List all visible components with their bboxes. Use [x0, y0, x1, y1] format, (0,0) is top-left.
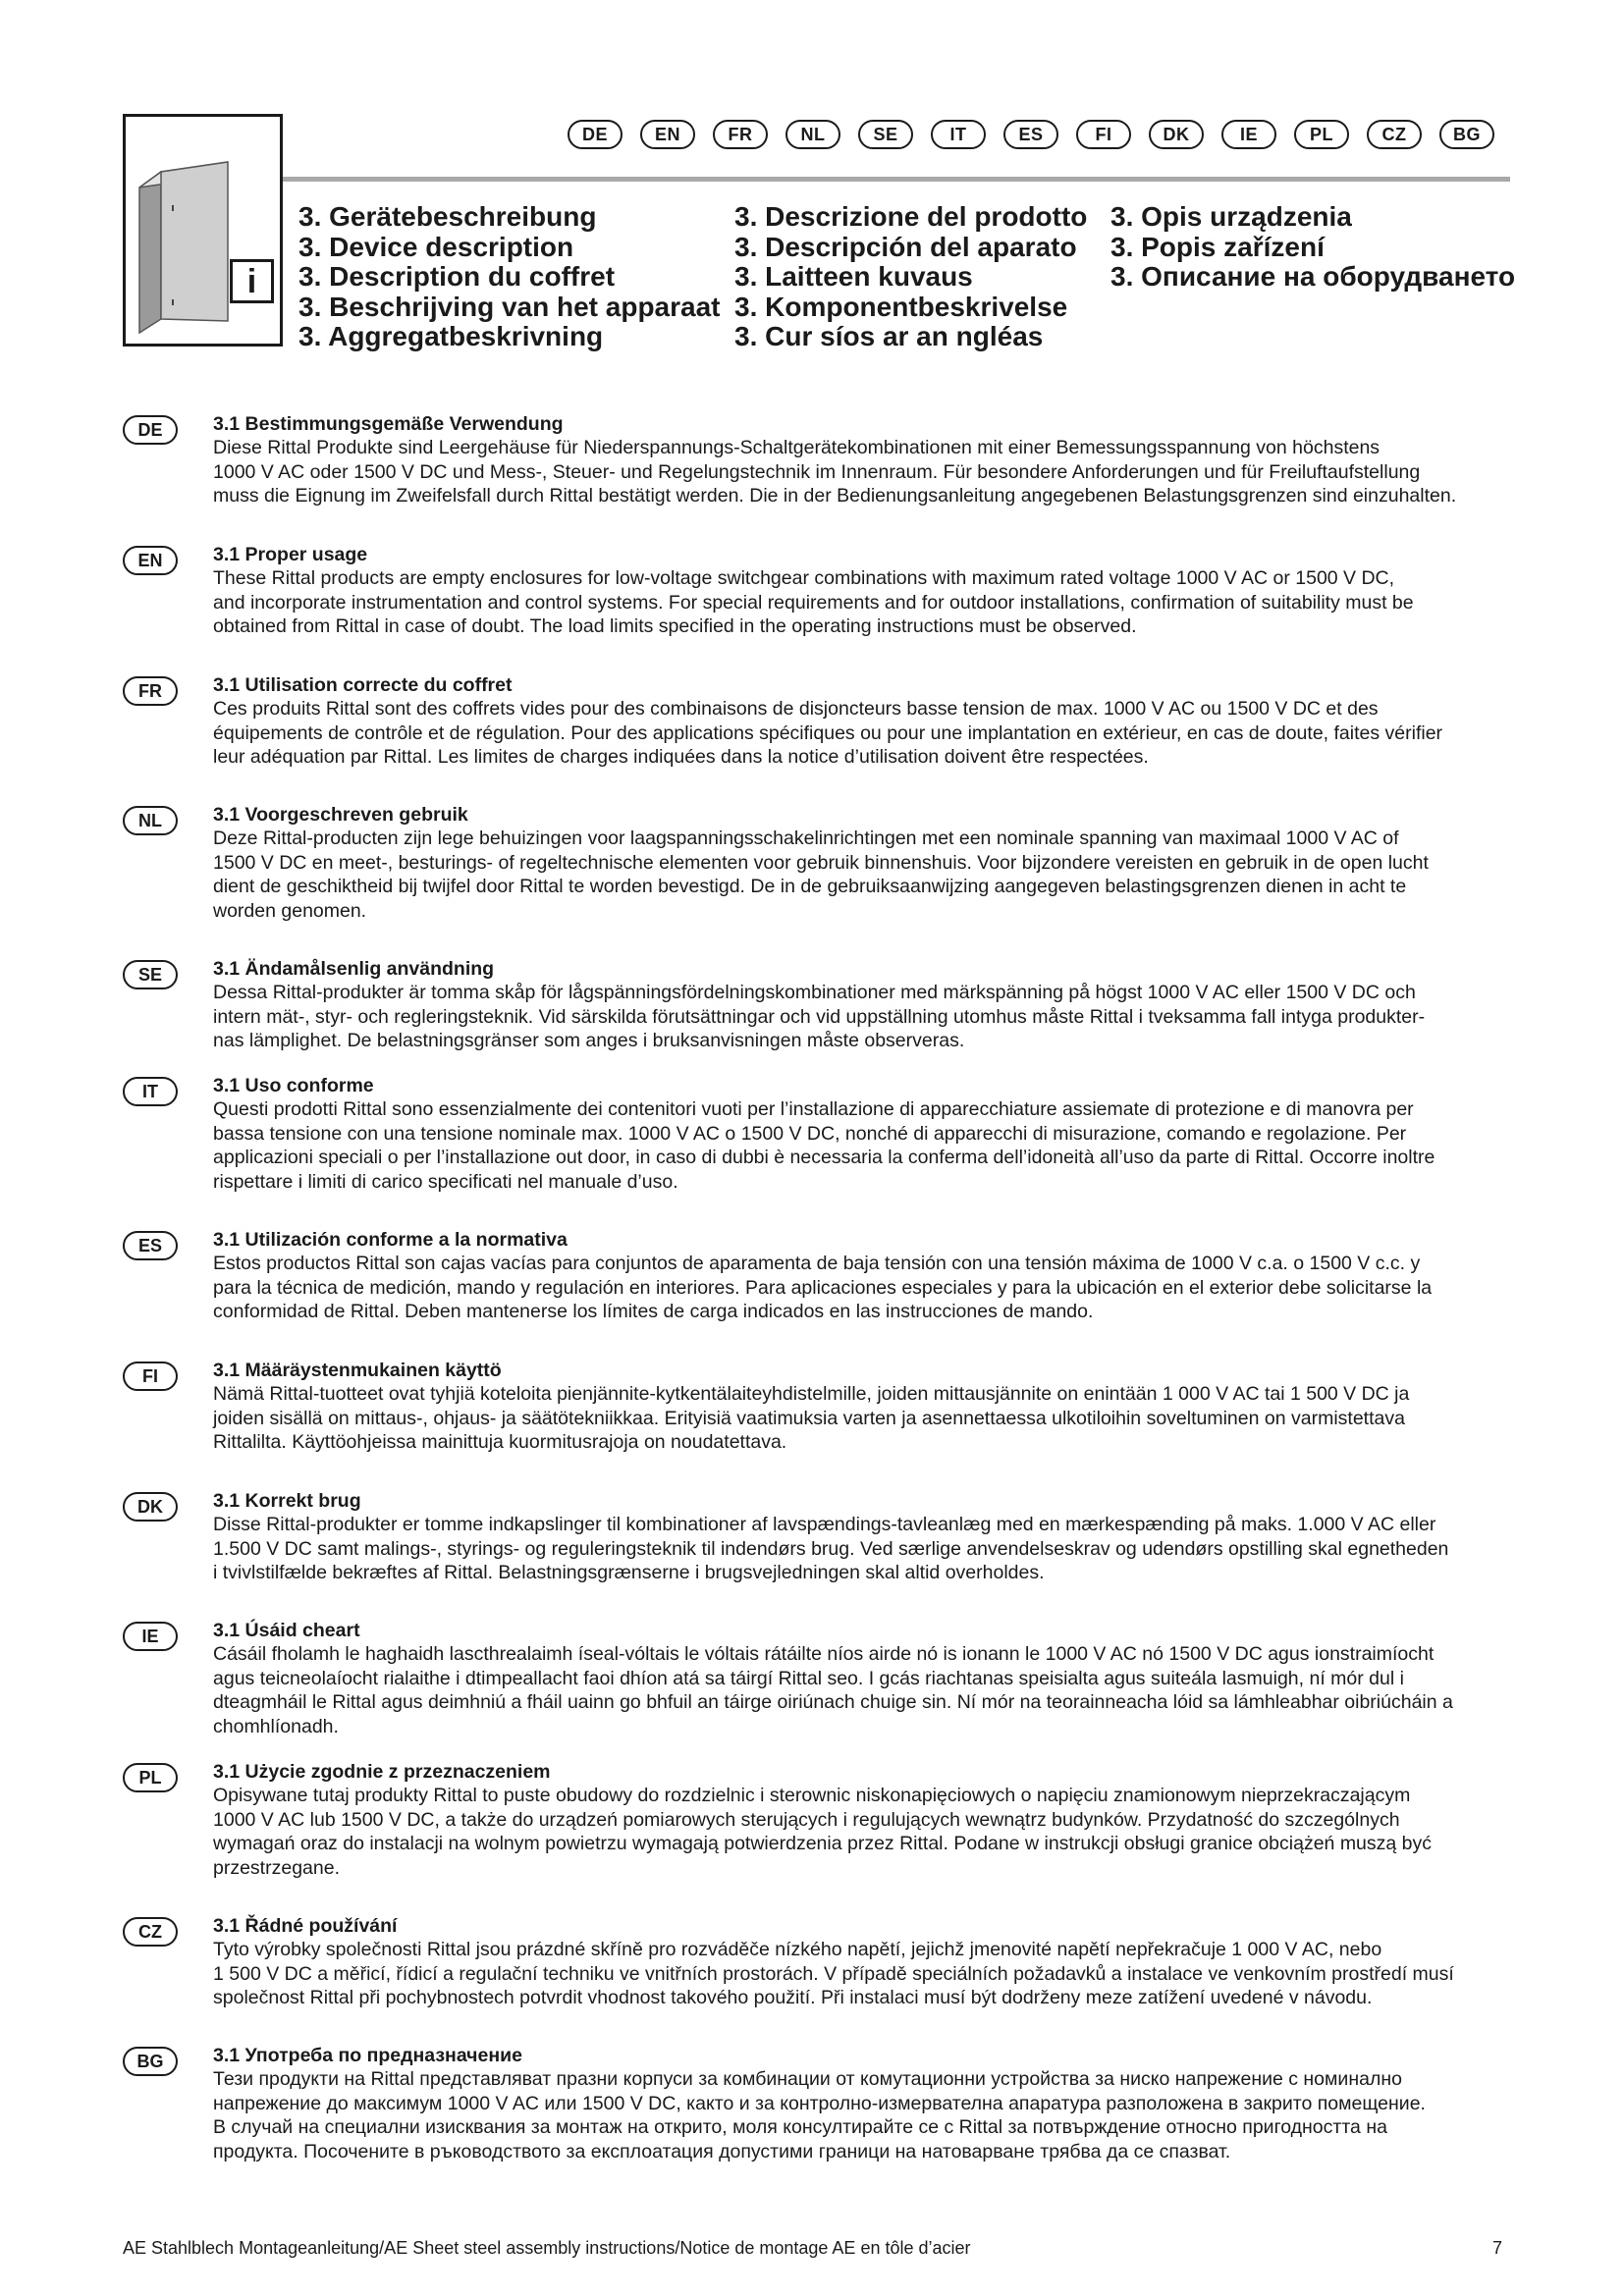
- language-selector: [568, 120, 1494, 149]
- lang-badge-nl: NL: [123, 806, 178, 835]
- chapter-title: 3. Описание на оборудването: [1110, 261, 1516, 293]
- lang-badge-ie: IE: [123, 1622, 178, 1651]
- section-heading: 3.1 Ändamålsenlig användning: [213, 958, 495, 980]
- section-text: Ces produits Rittal sont des coffrets vides pour des combinaisons de disjoncteurs basse tension de max. 1000 V AC ou 1500 V DC et des équipements de contrôle et de régulation. Pour des applications spécifiques ou pour une implantation en extérieur, en cas de doute, faites vérifier leur adéquation par Rittal. Les limites de charges indiquées dans la notice d’utilisation doivent être respectées.: [213, 698, 1443, 769]
- title-column-3: [1110, 202, 1515, 293]
- section-text: Tyto výrobky společnosti Rittal jsou prázdné skříně pro rozváděče nízkého napětí, jejichž jmenovité napětí nepřekračuje 1 000 V AC, nebo 1 500 V DC a měřicí, řídicí a regulační techniku ve vnitřních prostorách. V případě speciálních požadavků a instalace ve venkovním prostředí musí společnost Rittal při pochybnostech potvrdit vhodnost takového použití. Při instalaci musí být dodrženy meze zatížení uvedené v návodu.: [213, 1939, 1454, 2009]
- lang-tab-pl[interactable]: PL: [1294, 120, 1349, 149]
- lang-tab-bg[interactable]: BG: [1439, 120, 1494, 149]
- lang-tab-de[interactable]: DE: [568, 120, 623, 149]
- chapter-title: 3. Cur síos ar an ngléas: [734, 321, 1044, 352]
- section-heading: 3.1 Úsáid cheart: [213, 1620, 360, 1641]
- section-body: [213, 543, 1527, 639]
- section-body: [213, 1760, 1527, 1880]
- chapter-title: 3. Komponentbeskrivelse: [734, 291, 1068, 322]
- section-text: Diese Rittal Produkte sind Leergehäuse für Niederspannungs-Schaltgerätekombinationen mit einer Bemessungsspannung von höchstens 1000 V AC oder 1500 V DC und Mess-, Steuer- und Regelungstechnik im Innenraum. Für besondere Anforderungen und für Freiluftaufstellung muss die Eignung im Zweifelsfall durch Rittal bestätigt werden. Die in der Bedienungsanleitung angegebenen Belastungsgrenzen sind einzuhalten.: [213, 437, 1457, 507]
- lang-badge-en: EN: [123, 546, 178, 575]
- info-icon: i: [230, 259, 274, 303]
- section-heading: 3.1 Utilisation correcte du coffret: [213, 674, 513, 696]
- lang-badge-se: SE: [123, 960, 178, 989]
- footer-text: AE Stahlblech Montageanleitung/AE Sheet steel assembly instructions/Notice de montage AE en tôle d’acier: [123, 2238, 971, 2258]
- section-heading: 3.1 Uso conforme: [213, 1075, 374, 1096]
- title-column-2: [734, 202, 1087, 352]
- section-heading: 3.1 Voorgeschreven gebruik: [213, 804, 468, 826]
- lang-badge-bg: BG: [123, 2047, 178, 2076]
- page-number: 7: [1492, 2238, 1503, 2258]
- section-text: Cásáil fholamh le haghaidh lascthrealaimh íseal-vóltais le vóltais rátáilte níos airde nó is ionann le 1000 V AC nó 1500 V DC agus ionstraimíocht agus teicneolaíocht rialaithe i dtimpeallacht faoi dhíon atá sa táirgí Rittal seo. I gcás riachtanas speisialta agus suiteála lasmuigh, ní mór dul i dteagmháil le Rittal agus deimhniú a fháil uainn go bhfuil an táirge oiriúnach chuige sin. Ní mór na teorainneacha lóid sa lámhleabhar oibriúcháin a chomhlíonadh.: [213, 1643, 1453, 1737]
- lang-badge-it: IT: [123, 1077, 178, 1106]
- section-text: Opisywane tutaj produkty Rittal to puste obudowy do rozdzielnic i sterownic niskonapięciowych o napięciu znamionowym nieprzekraczającym 1000 V AC lub 1500 V DC, a także do urządzeń pomiarowych sterujących i regulujących wewnątrz budynków. Przydatność do szczególnych wymagań oraz do instalacji na wolnym powietrzu wymagają potwierdzenia przez Rittal. Podane w instrukcji obsługi granice obciążeń muszą być przestrzegane.: [213, 1785, 1433, 1879]
- chapter-title: 3. Popis zařízení: [1110, 231, 1325, 262]
- chapter-title: 3. Beschrijving van het apparaat: [298, 291, 721, 322]
- lang-tab-nl[interactable]: NL: [785, 120, 840, 149]
- lang-badge-es: ES: [123, 1231, 178, 1260]
- chapter-title: 3. Opis urządzenia: [1110, 201, 1352, 232]
- section-heading: 3.1 Utilización conforme a la normativa: [213, 1229, 568, 1251]
- lang-tab-cz[interactable]: CZ: [1367, 120, 1422, 149]
- lang-badge-pl: PL: [123, 1763, 178, 1792]
- section-body: [213, 1914, 1527, 2010]
- lang-tab-se[interactable]: SE: [858, 120, 913, 149]
- section-heading: 3.1 Bestimmungsgemäße Verwendung: [213, 413, 564, 435]
- section-heading: 3.1 Użycie zgodnie z przeznaczeniem: [213, 1761, 551, 1783]
- section-body: [213, 1228, 1527, 1324]
- section-heading: 3.1 Korrekt brug: [213, 1490, 361, 1512]
- title-column-1: [298, 202, 721, 352]
- lang-tab-it[interactable]: IT: [931, 120, 986, 149]
- chapter-titles: [0, 202, 1624, 359]
- lang-tab-fr[interactable]: FR: [713, 120, 768, 149]
- lang-tab-ie[interactable]: IE: [1221, 120, 1276, 149]
- section-body: [213, 1489, 1527, 1585]
- lang-tab-fi[interactable]: FI: [1076, 120, 1131, 149]
- section-text: These Rittal products are empty enclosures for low-voltage switchgear combinations with maximum rated voltage 1000 V AC or 1500 V DC, and incorporate instrumentation and control systems. For special requirements and for outdoor installations, confirmation of suitability must be obtained from Rittal in case of doubt. The load limits specified in the operating instructions must be observed.: [213, 567, 1414, 638]
- section-body: [213, 957, 1527, 1053]
- section-body: [213, 1359, 1527, 1455]
- section-body: [213, 673, 1527, 770]
- chapter-title: 3. Descrizione del prodotto: [734, 201, 1088, 232]
- section-text: Dessa Rittal-produkter är tomma skåp för lågspänningsfördelningskombinationer med märkspänning på högst 1000 V AC eller 1500 V DC och intern mät-, styr- och regleringsteknik. Vid särskilda förutsättningar och vid uppställning utomhus måste Rittal i tveksamma fall intyga produkter- nas lämplighet. De belastningsgränser som anges i bruksanvisningen måste observeras.: [213, 982, 1426, 1052]
- section-heading: 3.1 Määräystenmukainen käyttö: [213, 1360, 502, 1381]
- lang-badge-cz: CZ: [123, 1917, 178, 1947]
- lang-badge-de: DE: [123, 415, 178, 445]
- section-heading: 3.1 Употреба по предназначение: [213, 2045, 522, 2066]
- lang-tab-en[interactable]: EN: [640, 120, 695, 149]
- chapter-title: 3. Gerätebeschreibung: [298, 201, 597, 232]
- section-heading: 3.1 Proper usage: [213, 544, 368, 565]
- chapter-title: 3. Device description: [298, 231, 574, 262]
- section-text: Estos productos Rittal son cajas vacías para conjuntos de aparamenta de baja tensión con una tensión máxima de 1000 V c.a. o 1500 V c.c. y para la técnica de medición, mando y regulación en interiores. Para aplicaciones especiales y para la ubicación en el exterior debe solicitarse la conformidad de Rittal. Deben mantenerse los límites de carga indicados en las instrucciones de mando.: [213, 1253, 1433, 1323]
- section-body: [213, 412, 1527, 508]
- section-body: [213, 803, 1527, 923]
- chapter-title: 3. Aggregatbeskrivning: [298, 321, 604, 352]
- section-text: Тези продукти на Rittal представляват празни корпуси за комбинации от комутационни устройства за ниско напрежение с номинално напрежение до максимум 1000 V AC или 1500 V DC, както и за контролно-измервателна апаратура разположена в закрито помещение. В случай на специални изисквания за монтаж на открито, моля консултирайте се с Rittal за потвърждение относно пригодността на продукта. Посочените в ръководството за експлоатация допустими граници на натоварване трябва да се спазват.: [213, 2068, 1426, 2163]
- section-body: [213, 1619, 1527, 1738]
- chapter-title: 3. Laitteen kuvaus: [734, 261, 973, 293]
- lang-badge-fi: FI: [123, 1362, 178, 1391]
- header-divider: [283, 177, 1510, 182]
- section-body: [213, 2044, 1527, 2163]
- chapter-title: 3. Description du coffret: [298, 261, 616, 293]
- section-text: Questi prodotti Rittal sono essenzialmente dei contenitori vuoti per l’installazione di apparecchiature assiemate di protezione e di manovra per bassa tensione con una tensione nominale max. 1000 V AC o 1500 V DC, nonché di apparecchi di misurazione, comando e regolazione. Per applicazioni speciali o per l’installazione out door, in caso di dubbi è necessaria la conferma dell’idoneità all’uso da parte di Rittal. Occorre inoltre rispettare i limiti di carico specificati nel manuale d’uso.: [213, 1098, 1435, 1193]
- lang-badge-dk: DK: [123, 1492, 178, 1522]
- lang-badge-fr: FR: [123, 676, 178, 706]
- section-body: [213, 1074, 1527, 1194]
- section-text: Disse Rittal-produkter er tomme indkapslinger til kombinationer af lavspændings-tavleanlæg med en mærkespænding på maks. 1.000 V AC eller 1.500 V DC samt malings-, styrings- og reguleringsteknik til indendørs brug. Ved særlige anvendelseskrav og udendørs opstilling skal egnetheden i tvivlstilfælde bekræftes af Rittal. Belastningsgrænserne i brugsvejledningen skal altid overholdes.: [213, 1514, 1449, 1584]
- chapter-title: 3. Descripción del aparato: [734, 231, 1077, 262]
- lang-tab-es[interactable]: ES: [1003, 120, 1058, 149]
- section-text: Nämä Rittal-tuotteet ovat tyhjiä koteloita pienjännite-kytkentälaiteyhdistelmille, joiden mittausjännite on enintään 1 000 V AC tai 1 500 V DC ja joiden sisällä on mittaus-, ohjaus- ja säätötekniikkaa. Erityisiä vaatimuksia varten ja asennettaessa ulkotiloihin soveltuminen on varmistettava Rittalilta. Käyttöohjeissa mainittuja kuormitusrajoja on noudatettava.: [213, 1383, 1410, 1454]
- section-heading: 3.1 Řádné používání: [213, 1915, 398, 1937]
- section-text: Deze Rittal-producten zijn lege behuizingen voor laagspanningsschakelinrichtingen met een nominale spanning van maximaal 1000 V AC of 1500 V DC en meet-, besturings- of regeltechnische elementen voor gebruik binnenshuis. Voor bijzondere vereisten en gebruik in de open lucht dient de geschiktheid bij twijfel door Rittal te worden bevestigd. De in de gebruiksaanwijzing aangegeven belastingsgrenzen dienen in acht te worden genomen.: [213, 828, 1429, 922]
- lang-tab-dk[interactable]: DK: [1149, 120, 1204, 149]
